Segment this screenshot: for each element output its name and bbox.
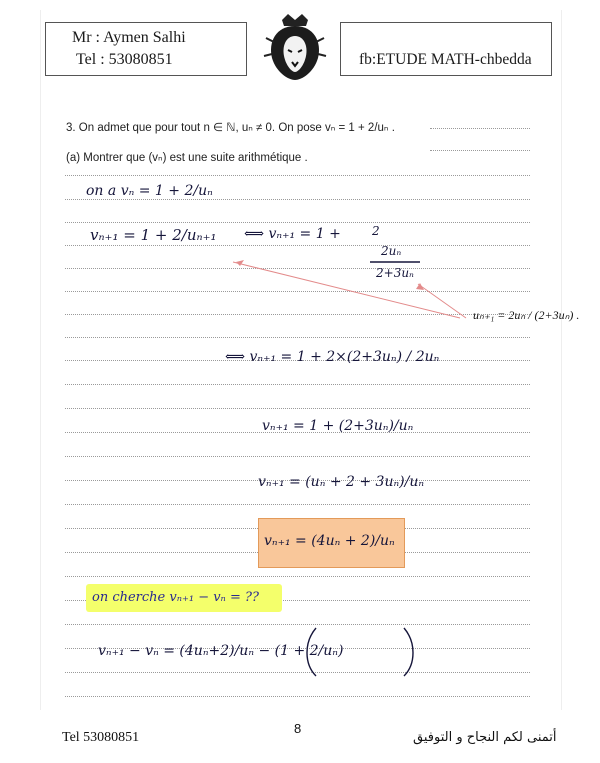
footer-arabic-wish: أتمنى لكم النجاح و التوفيق — [413, 730, 557, 745]
facebook-page: fb:ETUDE MATH-chbedda — [359, 51, 532, 68]
hw-frac-den: 2+3uₙ — [376, 266, 414, 280]
hw-line-vn1-left: vₙ₊₁ = 1 + 2/uₙ₊₁ — [90, 226, 217, 244]
hw-frac-num: 2uₙ — [381, 244, 402, 258]
teacher-phone: Tel : 53080851 — [76, 51, 173, 68]
teacher-name: Mr : Aymen Salhi — [72, 29, 186, 46]
hw-frac-top: 2 — [372, 224, 380, 238]
hw-boxed-result: vₙ₊₁ = (4uₙ + 2)/uₙ — [264, 533, 395, 549]
hw-line-difference: vₙ₊₁ − vₙ = (4uₙ+2)/uₙ − (1 + 2/uₙ) — [98, 643, 344, 659]
page-number: 8 — [294, 721, 302, 736]
hw-line-combine: vₙ₊₁ = (uₙ + 2 + 3uₙ)/uₙ — [258, 474, 425, 490]
hw-line-definition: on a vₙ = 1 + 2/uₙ — [86, 183, 213, 199]
footer-phone: Tel 53080851 — [62, 730, 140, 745]
hw-line-substitute: ⟺ vₙ₊₁ = 1 + 2×(2+3uₙ) / 2uₙ — [225, 349, 440, 365]
question-3: 3. On admet que pour tout n ∈ ℕ, uₙ ≠ 0. On pose vₙ = 1 + 2/uₙ . — [66, 122, 395, 134]
hw-line-simplify: vₙ₊₁ = 1 + (2+3uₙ)/uₙ — [262, 418, 414, 434]
hw-line-vn1-mid: ⟺ vₙ₊₁ = 1 + — [244, 226, 341, 242]
hw-highlight-question: on cherche vₙ₊₁ − vₙ = ?? — [92, 590, 259, 605]
reference-formula: uₙ₊₁ = 2uₙ / (2+3uₙ) . — [473, 308, 580, 322]
question-3a: (a) Montrer que (vₙ) est une suite arithmétique . — [66, 152, 308, 164]
